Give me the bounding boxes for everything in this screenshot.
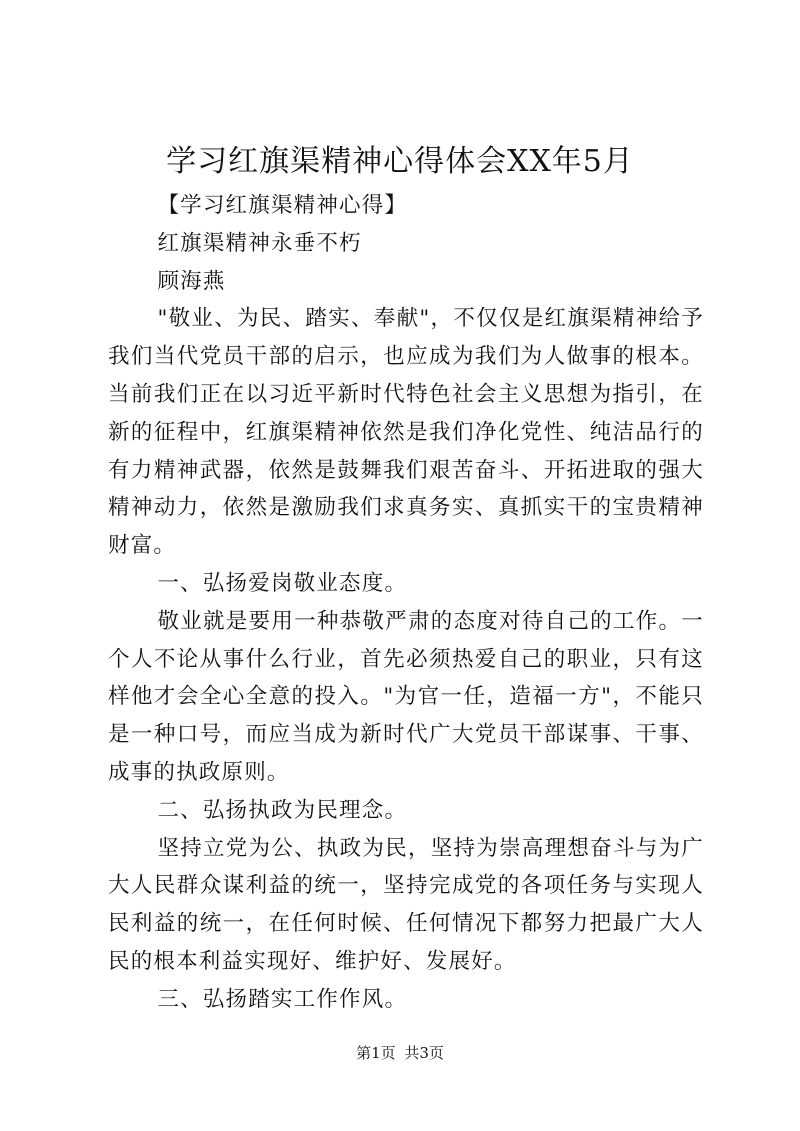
document-title: 学习红旗渠精神心得体会XX年5月 (166, 144, 634, 179)
section-heading: 【学习红旗渠精神心得】 (157, 193, 408, 218)
body-paragraph: 坚持立党为公、执政为民，坚持为崇高理想奋斗与为广大人民群众谋利益的统一，坚持完成党的各项任务与实现人民利益的统一，在任何时候、任何情况下都努力把最广大人民的根本利益实现好、维护好、发展好。 (108, 835, 704, 974)
author-name: 顾海燕 (157, 268, 226, 294)
article-title: 红旗渠精神永垂不朽 (157, 230, 362, 256)
section-heading: 二、弘扬执政为民理念。 (157, 797, 408, 823)
page-number: 第1页 (356, 1044, 396, 1062)
section-heading: 三、弘扬踏实工作作风。 (157, 986, 408, 1012)
page-footer (0, 1043, 800, 1063)
page-total: 共3页 (404, 1044, 444, 1062)
section-heading: 一、弘扬爱岗敬业态度。 (157, 570, 408, 596)
document-body (108, 187, 704, 1019)
body-paragraph: "敬业、为民、踏实、奉献"，不仅仅是红旗渠精神给予我们当代党员干部的启示，也应成为我们为人做事的根本。当前我们正在以习近平新时代特色社会主义思想为指引，在新的征程中，红旗渠精神依然是我们净化党性、纯洁品行的有力精神武器，依然是鼓舞我们艰苦奋斗、开拓进取的强大精神动力，依然是激励我们求真务实、真抓实干的宝贵精神财富。 (108, 306, 704, 559)
body-paragraph: 敬业就是要用一种恭敬严肃的态度对待自己的工作。一个人不论从事什么行业，首先必须热爱自己的职业，只有这样他才会全心全意的投入。"为官一任，造福一方"，不能只是一种口号，而应当成为新时代广大党员干部谋事、干事、成事的执政原则。 (108, 608, 704, 785)
